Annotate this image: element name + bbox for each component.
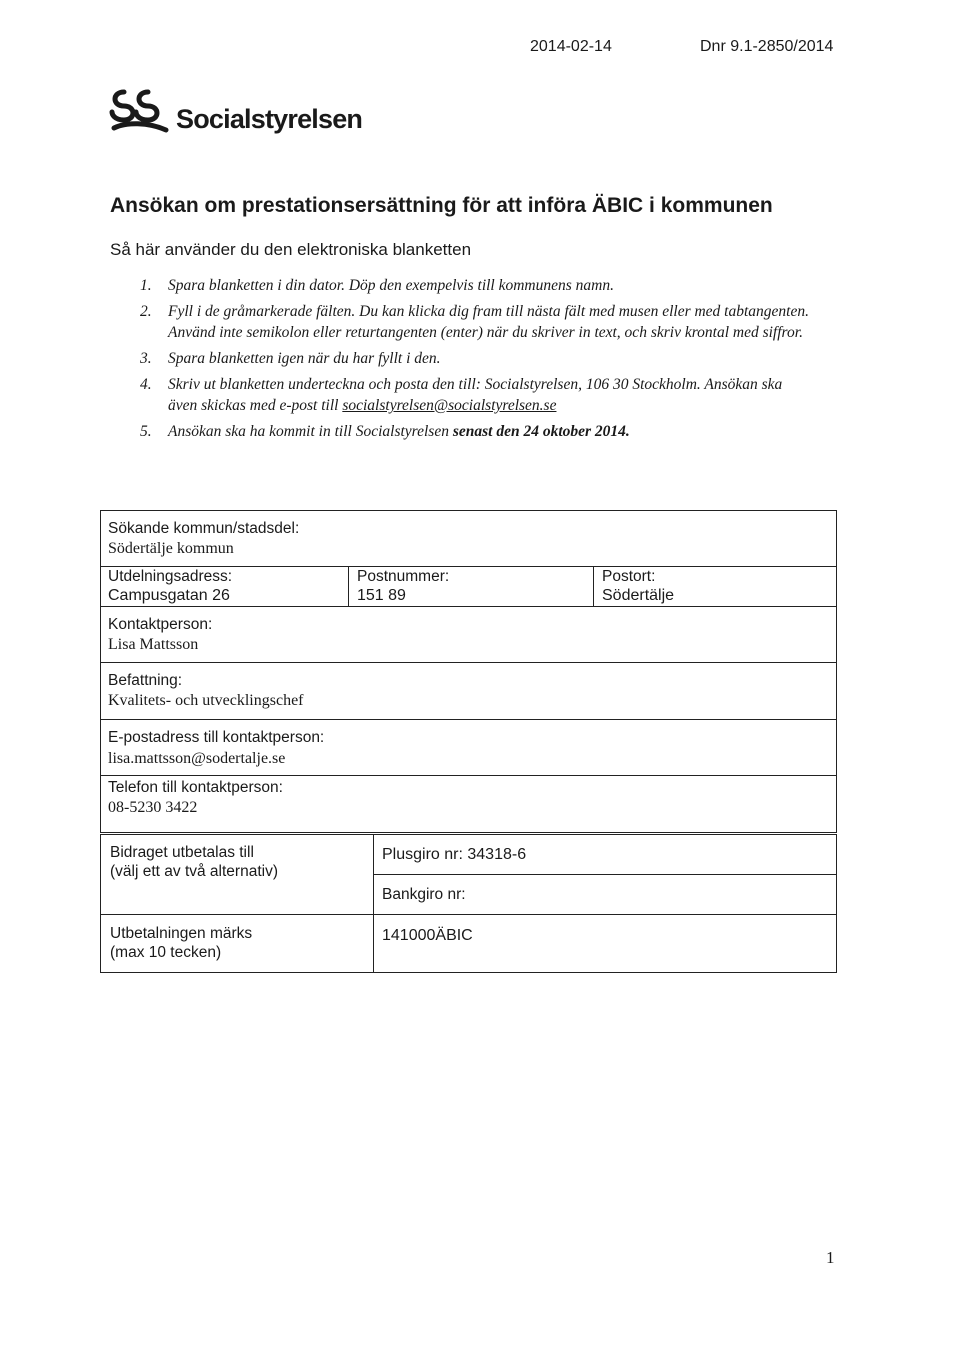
email-link[interactable]: socialstyrelsen@socialstyrelsen.se xyxy=(342,397,557,414)
deadline-text: senast den 24 oktober 2014. xyxy=(452,423,630,440)
address-label: Utdelningsadress: xyxy=(108,568,233,585)
socialstyrelsen-emblem-icon xyxy=(108,84,172,140)
marking-field[interactable]: 141000ÄBIC xyxy=(382,927,473,944)
document-date: 2014-02-14 xyxy=(530,38,612,55)
page-number: 1 xyxy=(826,1248,835,1267)
applicant-field[interactable]: Södertälje kommun xyxy=(108,540,234,557)
marking-hint: (max 10 tecken) xyxy=(110,944,222,961)
logo-wordmark: Socialstyrelsen xyxy=(176,104,363,134)
marking-label: Utbetalningen märks xyxy=(110,925,253,942)
phone-label: Telefon till kontaktperson: xyxy=(108,779,283,796)
instructions-heading: Så här använder du den elektroniska blanketten xyxy=(110,240,472,259)
applicant-label: Sökande kommun/stadsdel: xyxy=(108,520,300,537)
email-label: E-postadress till kontaktperson: xyxy=(108,729,325,746)
address-field[interactable]: Campusgatan 26 xyxy=(108,587,230,604)
postal-code-field[interactable]: 151 89 xyxy=(357,587,406,604)
instruction-step: 4. Skriv ut blanketten underteckna och posta den till: Socialstyrelsen, 106 30 Stockholm. Ansökan ska även skickas med e-post till socialstyrelsen@socialstyrelsen.se xyxy=(140,376,783,414)
postal-code-label: Postnummer: xyxy=(357,568,450,585)
plusgiro-field[interactable]: Plusgiro nr: 34318-6 xyxy=(382,846,527,863)
document-reference-number: Dnr 9.1-2850/2014 xyxy=(700,38,834,55)
phone-field[interactable]: 08-5230 3422 xyxy=(108,799,198,816)
email-field[interactable]: lisa.mattsson@sodertalje.se xyxy=(108,750,286,767)
contact-label: Kontaktperson: xyxy=(108,616,213,633)
instruction-list xyxy=(110,275,810,447)
bankgiro-field[interactable]: Bankgiro nr: xyxy=(382,886,466,903)
instruction-step: 5. Ansökan ska ha kommit in till Socialstyrelsen senast den 24 oktober 2014. xyxy=(140,423,630,440)
payout-label: Bidraget utbetalas till xyxy=(110,844,254,861)
payout-hint: (välj ett av två alternativ) xyxy=(110,863,278,880)
instruction-step: 3. Spara blanketten igen när du har fyllt i den. xyxy=(140,350,441,367)
city-label: Postort: xyxy=(602,568,656,585)
position-field[interactable]: Kvalitets- och utvecklingschef xyxy=(108,692,304,709)
position-label: Befattning: xyxy=(108,672,183,689)
contact-field[interactable]: Lisa Mattsson xyxy=(108,636,199,653)
city-field[interactable]: Södertälje xyxy=(602,587,675,604)
instruction-step: 1. Spara blanketten i din dator. Döp den exempelvis till kommunens namn. xyxy=(140,277,614,294)
page-title: Ansökan om prestationsersättning för att införa ÄBIC i kommunen xyxy=(110,194,773,217)
instruction-step: 2. Fyll i de gråmarkerade fälten. Du kan klicka dig fram till nästa fält med musen eller med tabtangenten. Använd inte semikolon eller returtangenten (enter) när du skriver in text, och skriv krontal med siffror. xyxy=(140,303,809,341)
